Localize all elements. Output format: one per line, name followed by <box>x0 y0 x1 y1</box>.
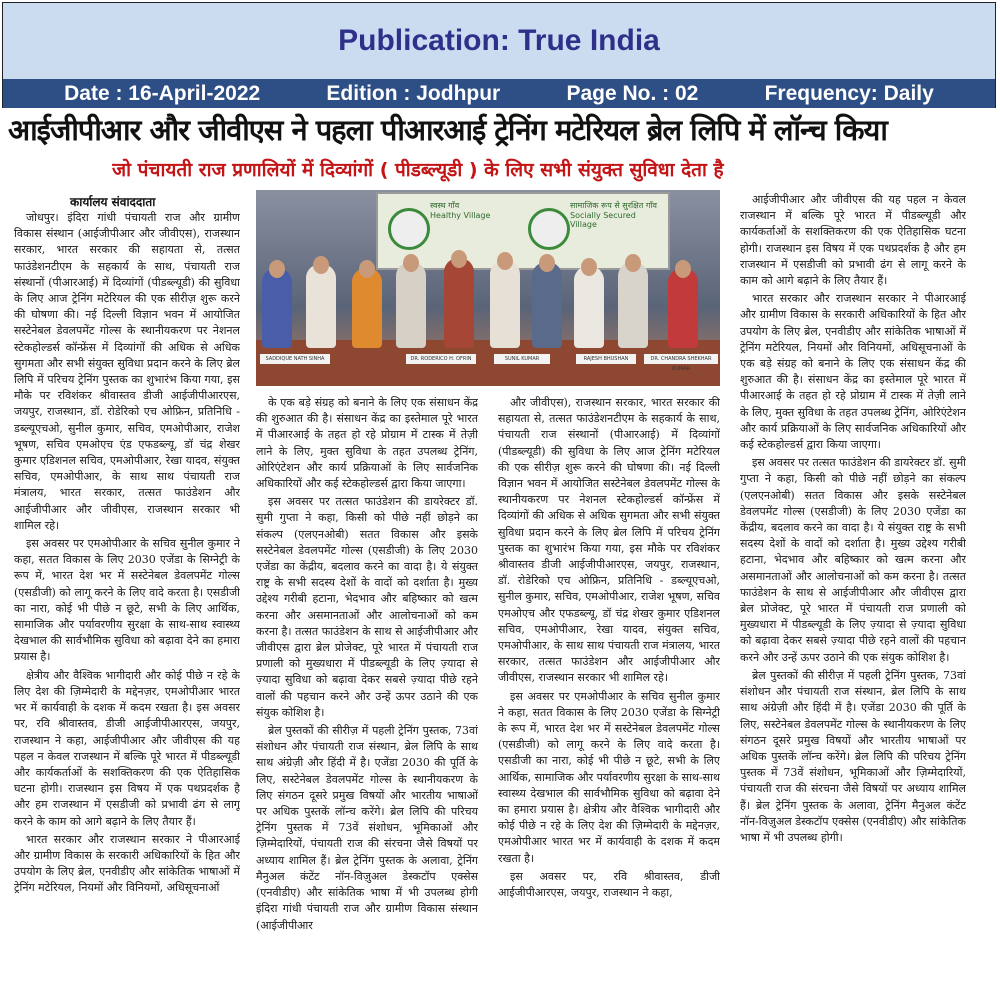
article-column-2 <box>256 395 478 1000</box>
paragraph: इस अवसर पर, रवि श्रीवास्तव, डीजी आईजीपीआरएस, जयपुर, राजस्थान ने कहा, <box>498 869 720 900</box>
screen-text-right: सामाजिक रूप से सुरक्षित गाँव Socially Secured Village <box>570 201 657 229</box>
paragraph: जोधपुर। इंदिरा गांधी पंचायती राज और ग्रामीण विकास संस्थान (आईजीपीआर और जीवीएस), राजस्थान सरकार, भारत सरकार की सहायता से, तत्सत फाउंडेशनटीएम के सहकार्य के साथ, पंचायती राज संस्थानों (पीआरआई) में दिव्यांगों (पीडब्ल्यूडी) की सुविधा के लिए आज ट्रेनिंग मटेरियल की एक सीरीज़ शुरू करने की घोषणा की। नई दिल्ली विज्ञान भवन में आयोजित सस्टेनेबल डेवलपमेंट गोल्स के स्थानीयकरण पर नेशनल स्टेकहोल्डर्स कॉन्फ्रेंस में दिव्यांगों की अधिक से अधिक सुगमता और सभी संयुक्त सुविधा प्रदान करने के लिए ब्रेल लिपि में परिचय ट्रेनिंग पुस्तक का शुभारंभ किया गया, इस मौके पर रविशंकर श्रीवास्तव डीजी आईजीपीआरएस, जयपुर, राजस्थान, डॉ. रोडेरिको एच ओफ्रिन, प्रतिनिधि - डब्ल्यूएचओ, सुनील कुमार, सचिव, एमओपीआर, राजेश भूषण, सचिव एमओएच एंड एफडब्ल्यू, डॉ चंद्र शेखर कुमार एडिशनल सचिव, एमओपीआर, रेखा यादव, संयुक्त सचिव, एमओपीआर, के साथ साथ पंचायती राज मंत्रालय, भारत सरकार, तत्सत फाउंडेशन और आईजीपीआर और जीवीएस, राजस्थान सरकार भी शामिल रहे। <box>14 211 240 532</box>
person <box>532 262 562 348</box>
nameplate: SADDIQUE NATH SINHA <box>260 354 330 364</box>
paragraph: के एक बड़े संग्रह को बनाने के लिए एक संसाधन केंद्र की शुरुआत की है। संसाधन केंद्र का इस्तेमाल पूरे भारत में पीआरआई के तहत हो रहे प्रोग्राम में टास्क में तेज़ी लाने के लिए, मुक्त सुविधा के तहत उपलब्ध ट्रेनिंग, ओरिएंटेशन और कार्य प्रक्रियाओं के लिए सार्वजनिक अधिकारियों और कई स्टेकहोल्डर्स द्वारा किया जाएगा। <box>256 396 478 491</box>
person <box>352 268 382 348</box>
paragraph: इस अवसर पर एमओपीआर के सचिव सुनील कुमार ने कहा, सतत विकास के लिए 2030 एजेंडा के सिग्नेट्री के रूप में, भारत देश भर में सस्टेनेबल डेवलपमेंट गोल्स (एसडीजी) को लागू करने के लिए वादे करता है। एसडीजी का नारा, कोई भी पीछे न छूटे, सभी के लिए आर्थिक, सामाजिक और पर्यावरणीय सुरक्षा के साथ-साथ स्वास्थ्य देखभाल की सार्वभौमिक सुविधा को बढ़ावा देने का हमारा प्रयास है। <box>14 537 240 664</box>
person-head <box>497 252 513 270</box>
person-head <box>269 260 285 278</box>
article-column-1 <box>14 210 240 1000</box>
publication-page: Page No. : 02 <box>566 81 699 105</box>
screen-text-left: स्वस्थ गाँव Healthy Village <box>430 201 491 220</box>
person-head <box>313 256 329 274</box>
paragraph: और जीवीएस), राजस्थान सरकार, भारत सरकार की सहायता से, तत्सत फाउंडेशनटीएम के सहकार्य के साथ, पंचायती राज संस्थानों (पीआरआई) में दिव्यांगों (पीडब्ल्यूडी) की सुविधा के लिए आज ट्रेनिंग मटेरियल की एक सीरीज़ शुरू करने की घोषणा की। नई दिल्ली विज्ञान भवन में आयोजित सस्टेनेबल डेवलपमेंट गोल्स के स्थानीयकरण पर नेशनल स्टेकहोल्डर्स कॉन्फ्रेंस में दिव्यांगों की अधिक से अधिक सुगमता और सभी संयुक्त सुविधा प्रदान करने के लिए ब्रेल लिपि में परिचय ट्रेनिंग पुस्तक का शुभारंभ किया गया, इस मौके पर रविशंकर श्रीवास्तव डीजी आईजीपीआरएस, जयपुर, राजस्थान, डॉ. रोडेरिको एच ओफ्रिन, प्रतिनिधि - डब्ल्यूएचओ, सुनील कुमार, सचिव, एमओपीआर, राजेश भूषण, सचिव एमओएच और एफडब्ल्यू, डॉ चंद्र शेखर कुमार एडिशनल सचिव, एमओपीआर, रेखा यादव, संयुक्त सचिव, एमओपीआर, के साथ साथ पंचायती राज मंत्रालय, भारत सरकार, तत्सत फाउंडेशन और आईजीपीआर और जीवीएस, राजस्थान सरकार भी शामिल रहे। <box>498 396 720 685</box>
person-head <box>581 258 597 276</box>
person <box>444 258 474 348</box>
article-column-4 <box>740 192 966 1000</box>
publication-frequency: Frequency: Daily <box>764 81 934 105</box>
article-headline: आईजीपीआर और जीवीएस ने पहला पीआरआई ट्रेनिंग मटेरियल ब्रेल लिपि में लॉन्च किया <box>8 113 887 147</box>
person <box>396 262 426 348</box>
paragraph: इस अवसर पर तत्सत फाउंडेशन की डायरेक्टर डॉ. सुमी गुप्ता ने कहा, किसी को पीछे नहीं छोड़ने का संकल्प (एलएनओबी) सतत विकास और इसके सस्टेनेबल डेवलपमेंट गोल्स (एसडीजी) के लिए 2030 एजेंडा का केंद्रीय, बदलाव करने का वादा है। ये संयुक्त राष्ट्र के सभी सदस्य देशों के वादों को दर्शाता है। मुख्य उद्देश्य गरीबी हटाना, भेदभाव और बहिष्कार को खत्म करना और असमानताओं और आलोचनाओं को कम करना है। तत्सत फाउंडेशन के साथ से आईजीपीआर और जीवीएस द्वारा ब्रेल प्रोजेक्ट, पूरे भारत में पंचायती राज प्रणाली को मुख्यधारा में पीडब्ल्यूडी के लिए ज़्यादा से ज़्यादा सुविधा को बढ़ावा देकर सबसे ज़्यादा पीछे रहने वालों की पहचान करने और उन्हें ऊपर उठाने की एक संयुक कोशिश है। <box>740 456 966 664</box>
article-subheadline: जो पंचायती राज प्रणालियों में दिव्यांगों ( पीडब्ल्यूडी ) के लिए सभी संयुक्त सुविधा देता है <box>112 159 724 181</box>
publication-meta <box>3 79 995 108</box>
paragraph: ब्रेल पुस्तकों की सीरीज़ में पहली ट्रेनिंग पुस्तक, 73वां संशोधन और पंचायती राज संस्थान, ब्रेल लिपि के साथ साथ अंग्रेज़ी और हिंदी में है। एजेंडा 2030 की पूर्ति के लिए, सस्टेनेबल डेवलपमेंट गोल्स के स्थानीयकरण के लिए संगठन दूसरे प्रमुख विषयों और भारतीय भाषाओं पर अधिक पुस्तकें लॉन्च करेंगे। ब्रेल लिपि की परिचय ट्रेनिंग पुस्तक में 73वें संशोधन, भूमिकाओं और ज़िम्मेदारियों, पंचायती राज की संरचना जैसे विषयों पर अध्याय शामिल हैं। ब्रेल ट्रेनिंग पुस्तक के अलावा, ट्रेनिंग मैनुअल कंटेंट नॉन-विज़ुअल डेस्कटॉप एक्सेस (एनवीडीए) और सांकेतिक भाषा में भी उपलब्ध होगी। <box>740 668 966 844</box>
article-column-3 <box>498 395 720 1000</box>
paragraph: भारत सरकार और राजस्थान सरकार ने पीआरआई और ग्रामीण विकास के सरकारी अधिकारियों के हित और उपयोग के लिए ब्रेल, एनवीडीए और सांकेतिक भाषाओं में ट्रेनिंग मटेरियल, नियमों और विनियमों, अधिसूचनाओं के एक बड़े संग्रह को बनाने के लिए एक संसाधन केंद्र की शुरुआत की है। संसाधन केंद्र का इस्तेमाल पूरे भारत में पीआरआई के तहत हो रहे प्रोग्राम में टास्क में तेज़ी लाने के लिए, मुक्त सुविधा के तहत उपलब्ध ट्रेनिंग, ओरिएंटेशन और कार्य प्रक्रियाओं के लिए सार्वजनिक अधिकारियों और कई स्टेकहोल्डर्स द्वारा किया जाएगा। <box>740 292 966 452</box>
paragraph: आईजीपीआर और जीवीएस की यह पहल न केवल राजस्थान में बल्कि पूरे भारत में पीडब्ल्यूडी और कार्यकर्ताओं के सशक्तिकरण की एक ऐतिहासिक घटना होगी। राजस्थान इस विषय में एक पथप्रदर्शक है और हम राजस्थान में एसडीजी को प्रभावी ढंग से लागू करने के काम को आगे बढ़ाने के लिए तैयार हैं। <box>740 193 966 288</box>
person <box>618 262 648 348</box>
publication-banner <box>2 2 996 108</box>
paragraph: इस अवसर पर एमओपीआर के सचिव सुनील कुमार ने कहा, सतत विकास के लिए 2030 एजेंडा के सिग्नेट्री के रूप में, भारत देश भर में सस्टेनेबल डेवलपमेंट गोल्स (एसडीजी) को लागू करने के लिए वादे करता है। एसडीजी का नारा, कोई भी पीछे न छूटे, सभी के लिए आर्थिक, सामाजिक और पर्यावरणीय सुरक्षा के साथ-साथ स्वास्थ्य देखभाल की सार्वभौमिक सुविधा को बढ़ावा देने का हमारा प्रयास है। क्षेत्रीय और वैश्विक भागीदारी और कोई पीछे न रहे के लिए देश की ज़िम्मेदारी के मद्देनज़र, एमओपीआर भारत भर में कार्यवाही के दशक में कदम रखता है। <box>498 689 720 865</box>
emblem-icon <box>388 208 430 250</box>
paragraph: क्षेत्रीय और वैश्विक भागीदारी और कोई पीछे न रहे के लिए देश की ज़िम्मेदारी के मद्देनज़र, एमओपीआर भारत भर में कार्यवाही के दशक में कदम रखता है। इस अवसर पर, रवि श्रीवास्तव, डीजी आईजीपीआरएस, जयपुर, राजस्थान ने कहा, आईजीपीआर और जीवीएस की यह पहल न केवल राजस्थान में बल्कि पूरे भारत में पीडब्ल्यूडी और कार्यकर्ताओं के सशक्तिकरण की एक ऐतिहासिक घटना होगी। राजस्थान इस विषय में एक पथप्रदर्शक है और हम राजस्थान में एसडीजी को प्रभावी ढंग से लागू करने के काम को आगे बढ़ाने के लिए तैयार हैं। <box>14 668 240 828</box>
nameplate: SUNIL KUMAR <box>494 354 550 364</box>
nameplate: RAJESH BHUSHAN <box>576 354 636 364</box>
paragraph: इस अवसर पर तत्सत फाउंडेशन की डायरेक्टर डॉ. सुमी गुप्ता ने कहा, किसी को पीछे नहीं छोड़ने का संकल्प (एलएनओबी) सतत विकास और इसके सस्टेनेबल डेवलपमेंट गोल्स (एसडीजी) के लिए 2030 एजेंडा का केंद्रीय, बदलाव करने का वादा है। ये संयुक्त राष्ट्र के सभी सदस्य देशों के वादों को दर्शाता है। मुख्य उद्देश्य गरीबी हटाना, भेदभाव और बहिष्कार को खत्म करना और असमानताओं और आलोचनाओं को कम करना है। तत्सत फाउंडेशन के साथ से आईजीपीआर और जीवीएस द्वारा ब्रेल प्रोजेक्ट, पूरे भारत में पंचायती राज प्रणाली को मुख्यधारा में पीडब्ल्यूडी के लिए ज़्यादा से ज़्यादा सुविधा को बढ़ावा देकर सबसे ज़्यादा पीछे रहने वालों की पहचान करने और उन्हें ऊपर उठाने की एक संयुक कोशिश है। <box>256 495 478 719</box>
person <box>574 266 604 348</box>
paragraph: ब्रेल पुस्तकों की सीरीज़ में पहली ट्रेनिंग पुस्तक, 73वां संशोधन और पंचायती राज संस्थान, ब्रेल लिपि के साथ साथ अंग्रेज़ी और हिंदी में है। एजेंडा 2030 की पूर्ति के लिए, सस्टेनेबल डेवलपमेंट गोल्स के स्थानीयकरण के लिए संगठन दूसरे प्रमुख विषयों और भारतीय भाषाओं पर अधिक पुस्तकें लॉन्च करेंगे। ब्रेल लिपि की परिचय ट्रेनिंग पुस्तक में 73वें संशोधन, भूमिकाओं और ज़िम्मेदारियों, पंचायती राज की संरचना जैसे विषयों पर अध्याय शामिल हैं। ब्रेल ट्रेनिंग पुस्तक के अलावा, ट्रेनिंग मैनुअल कंटेंट नॉन-विज़ुअल डेस्कटॉप एक्सेस (एनवीडीए) और सांकेतिक भाषा में भी उपलब्ध होगी इंदिरा गांधी पंचायती राज और ग्रामीण विकास संस्थान (आईजीपीआर <box>256 724 478 932</box>
paragraph: भारत सरकार और राजस्थान सरकार ने पीआरआई और ग्रामीण विकास के सरकारी अधिकारियों के हित और उपयोग के लिए ब्रेल, एनवीडीए और सांकेतिक भाषाओं में ट्रेनिंग मटेरियल, नियमों और विनियमों, अधिसूचनाओं <box>14 832 240 895</box>
person <box>668 268 698 348</box>
nameplate: DR. RODERICO H. OFRIN <box>406 354 476 364</box>
person-head <box>625 254 641 272</box>
emblem-icon <box>528 208 570 250</box>
nameplate: DR. CHANDRA SHEKHAR KUMAR <box>644 354 718 364</box>
person-head <box>451 250 467 268</box>
publication-edition: Edition : Jodhpur <box>326 81 501 105</box>
person <box>262 268 292 348</box>
person-head <box>403 254 419 272</box>
person-head <box>359 260 375 278</box>
person-head <box>539 254 555 272</box>
person <box>306 264 336 348</box>
person <box>490 260 520 348</box>
person-head <box>675 260 691 278</box>
publication-date: Date : 16-April-2022 <box>64 81 261 105</box>
event-photo <box>256 190 720 386</box>
publication-title: Publication: True India <box>338 24 660 57</box>
article-byline: कार्यालय संवाददाता <box>70 195 156 209</box>
